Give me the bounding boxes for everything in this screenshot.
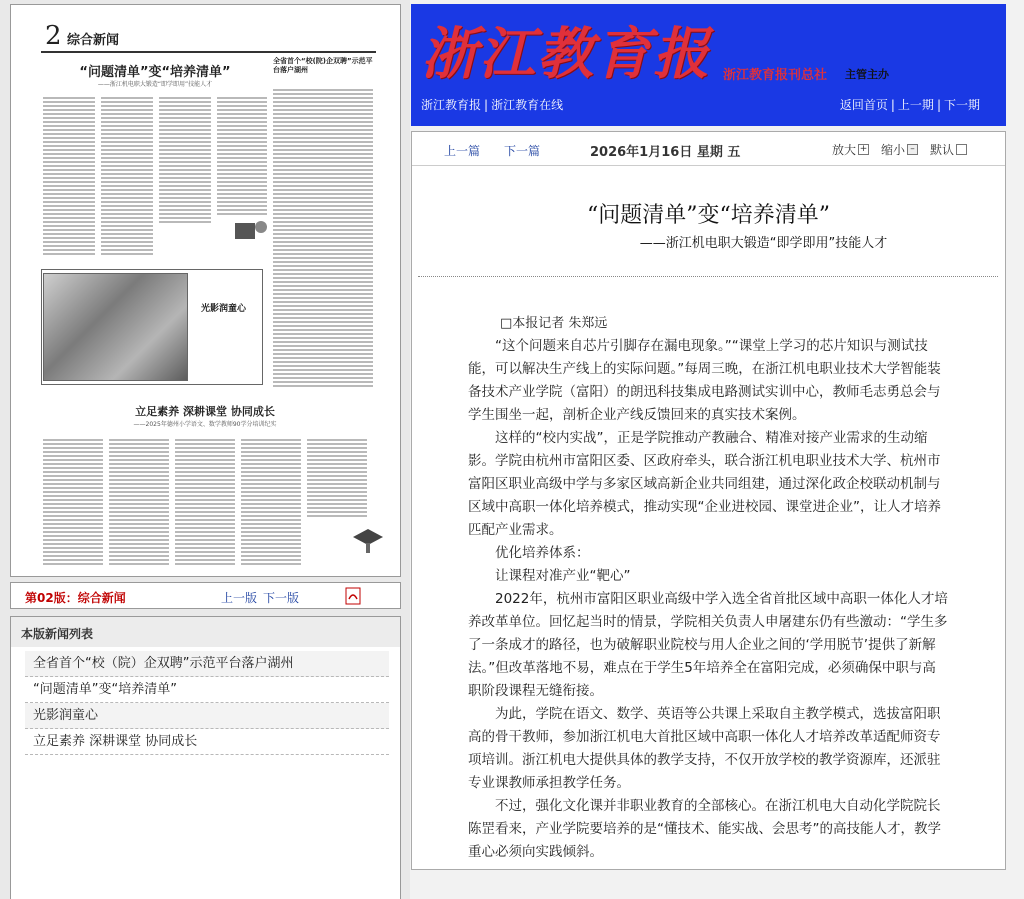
thumbnail-graduation-icon <box>349 525 387 557</box>
thumbnail-text-block <box>43 95 95 255</box>
article-byline: □本报记者 朱郑远 <box>500 316 608 331</box>
thumbnail-subtitle-1: ——浙江机电职大锻造“即学即用”技能人才 <box>97 81 213 88</box>
news-list-item[interactable]: 立足素养 深耕课堂 协同成长 <box>25 729 389 755</box>
thumbnail-subtitle-3: ——2025年德州小学语文、数学教师90学分培训纪实 <box>133 421 277 428</box>
thumbnail-page-number: 2 <box>45 21 62 51</box>
next-page-link[interactable]: 下一版 <box>263 591 300 605</box>
article-paragraph: 为此，学院在语文、数学、英语等公共课上采取自主教学模式，选拔富阳职高的骨干教师，参加浙江机电大首批区域中高职一体化人才培养改革适配师资专项培训。浙江机电大提供具体的教学支持，不仅开放学校的教学资源库，还派驻专业课教师承担教学任务。 <box>468 706 941 791</box>
nav-separator: | <box>484 98 489 112</box>
issue-date: 2026年1月16日 星期 五 <box>590 145 741 160</box>
zoom-default-control[interactable] <box>930 141 967 158</box>
next-article-link[interactable]: 下一篇 <box>504 144 541 158</box>
title-divider <box>418 276 998 277</box>
article-section-heading: 让课程对准产业“靶心” <box>495 568 631 584</box>
header-nav-right <box>840 96 980 113</box>
zoom-controls <box>832 141 979 158</box>
pdf-icon[interactable] <box>345 587 361 605</box>
article-toolbar <box>412 132 1005 166</box>
thumbnail-title-1[interactable]: “问题清单”变“培养清单” <box>79 65 231 80</box>
news-list-item[interactable]: “问题清单”变“培养清单” <box>25 677 389 703</box>
publisher-name: 浙江教育报刊总社 <box>723 68 828 83</box>
news-list-heading <box>11 617 400 647</box>
thumbnail-text-block <box>175 437 235 565</box>
thumbnail-text-block <box>307 437 367 517</box>
current-page-label: 第02版：综合新闻 <box>25 591 126 605</box>
zoom-in-control[interactable] <box>832 141 869 158</box>
article-body <box>468 335 948 864</box>
zoom-out-control[interactable] <box>881 141 918 158</box>
nav-link-online[interactable]: 浙江教育在线 <box>491 98 564 112</box>
thumbnail-text-block <box>241 437 301 565</box>
zoom-in-icon[interactable]: + <box>859 144 868 154</box>
page-thumbnail[interactable] <box>10 4 401 577</box>
thumbnail-text-block <box>217 95 267 215</box>
news-list-heading-text: 本版新闻列表 <box>21 627 94 641</box>
nav-link-next-issue[interactable]: 下一期 <box>943 98 980 112</box>
thumbnail-text-block <box>101 95 153 255</box>
article-paragraph: 不过，强化文化课并非职业教育的全部核心。在浙江机电大自动化学院院长陈罡看来，产业学院要培养的是“懂技术、能实战、会思考”的高技能人才，教学重心必须向实践倾斜。 <box>468 798 941 860</box>
thumbnail-illustration-icon <box>231 217 271 247</box>
prev-article-link[interactable]: 上一篇 <box>444 144 481 158</box>
thumbnail-photo <box>43 273 188 381</box>
news-list-item[interactable]: 全省首个“校（院）企双聘”示范平台落户湖州 <box>25 651 389 677</box>
left-column <box>0 0 410 899</box>
nav-link-newspaper[interactable]: 浙江教育报 <box>421 98 482 112</box>
thumbnail-title-2[interactable]: 全省首个“校(院)企双聘”示范平台落户湖州 <box>273 57 373 74</box>
thumbnail-text-block <box>109 437 169 565</box>
thumbnail-masthead <box>41 23 376 53</box>
article-panel <box>411 131 1006 870</box>
site-header <box>411 4 1006 126</box>
article-subtitle: ——浙江机电职大锻造“即学即用”技能人才 <box>639 236 888 251</box>
nav-link-home[interactable]: 返回首页 <box>839 98 888 112</box>
thumbnail-text-block <box>43 437 103 565</box>
thumbnail-photo-caption[interactable]: 光影润童心 <box>201 304 247 314</box>
article-paragraph: 2022年，杭州市富阳区职业高级中学入选全省首批区域中高职一体化人才培养改革单位。回忆起当时的情景，学院相关负责人申屠建东仍有些激动：“学生多了一条成才的路径，也为破解职业院校与用人企业之间的‘学用脱节’提供了新解法。”但改革落地不易，难点在于学生5年培养全在富阳完成，必须确保中职与高职阶段课程无缝衔接。 <box>468 591 948 699</box>
article-title: “问题清单”变“培养清单” <box>587 203 830 228</box>
thumbnail-title-3[interactable]: 立足素养 深耕课堂 协同成长 <box>135 405 275 418</box>
zoom-out-label: 缩小 <box>881 143 906 157</box>
nav-link-prev-issue[interactable]: 上一期 <box>897 98 934 112</box>
zoom-in-label: 放大 <box>832 143 857 157</box>
publisher-subtitle: 主管主办 <box>845 68 889 81</box>
article-paragraph: 这样的“校内实战”，正是学院推动产教融合、精准对接产业需求的生动缩影。学院由杭州市富阳区委、区政府牵头，联合浙江机电职业技术大学、杭州市富阳区职业高级中学与多家区域高新企业共同组建，通过深化政企校联动机制与区域中高职一体化培养模式，推动实现“企业进校园、课堂进企业”，让人才培养匹配产业需求。 <box>468 430 941 538</box>
site-logo[interactable]: 浙江教育报 <box>421 21 711 87</box>
zoom-default-label: 默认 <box>930 143 955 157</box>
news-list-panel <box>10 616 401 899</box>
prev-page-link[interactable]: 上一版 <box>221 591 258 605</box>
page-navigation-bar <box>10 582 401 609</box>
zoom-default-checkbox[interactable] <box>956 144 967 155</box>
news-list-item[interactable]: 光影润童心 <box>25 703 389 729</box>
thumbnail-text-block <box>273 87 373 387</box>
header-nav-left <box>421 96 563 113</box>
thumbnail-text-block <box>159 95 211 225</box>
news-list <box>25 651 389 755</box>
article-section-heading: 优化培养体系： <box>495 545 590 561</box>
thumbnail-page-name: 综合新闻 <box>67 33 120 48</box>
nav-separator: | <box>890 98 895 112</box>
nav-separator: | <box>936 98 941 112</box>
article-paragraph: “这个问题来自芯片引脚存在漏电现象。”“课堂上学习的芯片知识与测试技能，可以解决生产线上的实际问题。”每周三晚，在浙江机电职业技术大学智能装备技术产业学院（富阳）的朗迅科技集成电路测试实训中心，教师毛志勇总会与学生围坐一起，剖析企业产线反馈回来的真实技术案例。 <box>468 338 941 423</box>
zoom-out-icon[interactable]: – <box>907 144 918 155</box>
